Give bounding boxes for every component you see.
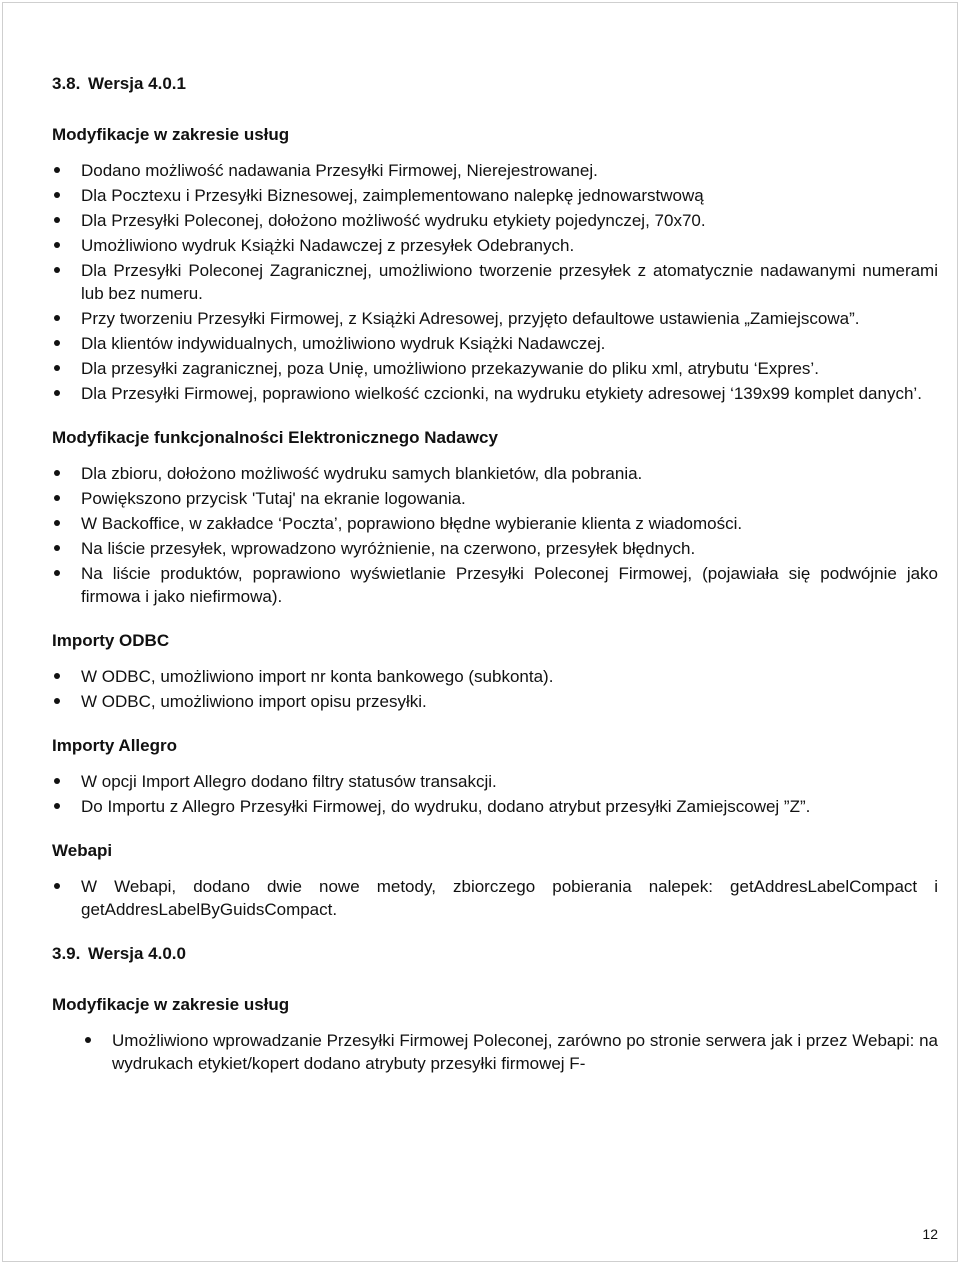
bullet-list-uslugi [52, 159, 938, 405]
list-item: Do Importu z Allegro Przesyłki Firmowej, do wydruku, dodano atrybut przesyłki Zamiejscowej ”Z”. [52, 795, 938, 818]
section-heading [52, 72, 938, 95]
section-title: Wersja 4.0.1 [88, 74, 186, 93]
group-heading-nadawca: Modyfikacje funkcjonalności Elektronicznego Nadawcy [52, 428, 498, 447]
list-item: W opcji Import Allegro dodano filtry statusów transakcji. [52, 770, 938, 793]
list-item: Dla Pocztexu i Przesyłki Biznesowej, zaimplementowano nalepkę jednowarstwową [52, 184, 938, 207]
list-item: Dla klientów indywidualnych, umożliwiono wydruk Książki Nadawczej. [52, 332, 938, 355]
document-body [52, 72, 938, 1096]
bullet-list-webapi [52, 875, 938, 921]
group-heading-odbc: Importy ODBC [52, 631, 170, 650]
list-item: Na liście przesyłek, wprowadzono wyróżnienie, na czerwono, przesyłek błędnych. [52, 537, 938, 560]
list-item: Dodano możliwość nadawania Przesyłki Firmowej, Nierejestrowanej. [52, 159, 938, 182]
section-3-8 [52, 72, 938, 921]
bullet-list-nadawca [52, 462, 938, 608]
group-heading-webapi: Webapi [52, 841, 113, 860]
group-heading-uslugi: Modyfikacje w zakresie usług [52, 995, 290, 1014]
list-item: Przy tworzeniu Przesyłki Firmowej, z Książki Adresowej, przyjęto defaultowe ustawienia „Zamiejscowa”. [52, 307, 938, 330]
list-item: Dla Przesyłki Poleconej, dołożono możliwość wydruku etykiety pojedynczej, 70x70. [52, 209, 938, 232]
list-item: W Backoffice, w zakładce ‘Poczta’, poprawiono błędne wybieranie klienta z wiadomości. [52, 512, 938, 535]
page-number: 12 [922, 1226, 938, 1242]
list-item: Na liście produktów, poprawiono wyświetlanie Przesyłki Poleconej Firmowej, (pojawiała się podwójnie jako firmowa i jako niefirmowa). [52, 562, 938, 608]
list-item: W ODBC, umożliwiono import nr konta bankowego (subkonta). [52, 665, 938, 688]
section-title: Wersja 4.0.0 [88, 944, 186, 963]
list-item: Dla przesyłki zagranicznej, poza Unię, umożliwiono przekazywanie do pliku xml, atrybutu ‘Expres’. [52, 357, 938, 380]
section-number: 3.8. [52, 74, 81, 93]
list-item: Dla Przesyłki Firmowej, poprawiono wielkość czcionki, na wydruku etykiety adresowej ‘139x99 komplet danych’. [52, 382, 938, 405]
list-item: W ODBC, umożliwiono import opisu przesyłki. [52, 690, 938, 713]
list-item: W Webapi, dodano dwie nowe metody, zbiorczego pobierania nalepek: getAddresLabelCompact i getAddresLabelByGuidsCompact. [52, 875, 938, 921]
bullet-list-uslugi [52, 1029, 938, 1075]
list-item: Dla Przesyłki Poleconej Zagranicznej, umożliwiono tworzenie przesyłek z atomatycznie nadawanymi numerami lub bez numeru. [52, 259, 938, 305]
section-3-9 [52, 942, 938, 1075]
list-item: Umożliwiono wprowadzanie Przesyłki Firmowej Poleconej, zarówno po stronie serwera jak i przez Webapi: na wydrukach etykiet/kopert dodano atrybuty przesyłki firmowej F- [52, 1029, 938, 1075]
group-heading-allegro: Importy Allegro [52, 736, 177, 755]
list-item: Umożliwiono wydruk Książki Nadawczej z przesyłek Odebranych. [52, 234, 938, 257]
bullet-list-odbc [52, 665, 938, 713]
section-heading [52, 942, 938, 965]
list-item: Dla zbioru, dołożono możliwość wydruku samych blankietów, dla pobrania. [52, 462, 938, 485]
bullet-list-allegro [52, 770, 938, 818]
list-item: Powiększono przycisk 'Tutaj' na ekranie logowania. [52, 487, 938, 510]
section-number: 3.9. [52, 944, 81, 963]
group-heading-uslugi: Modyfikacje w zakresie usług [52, 125, 290, 144]
